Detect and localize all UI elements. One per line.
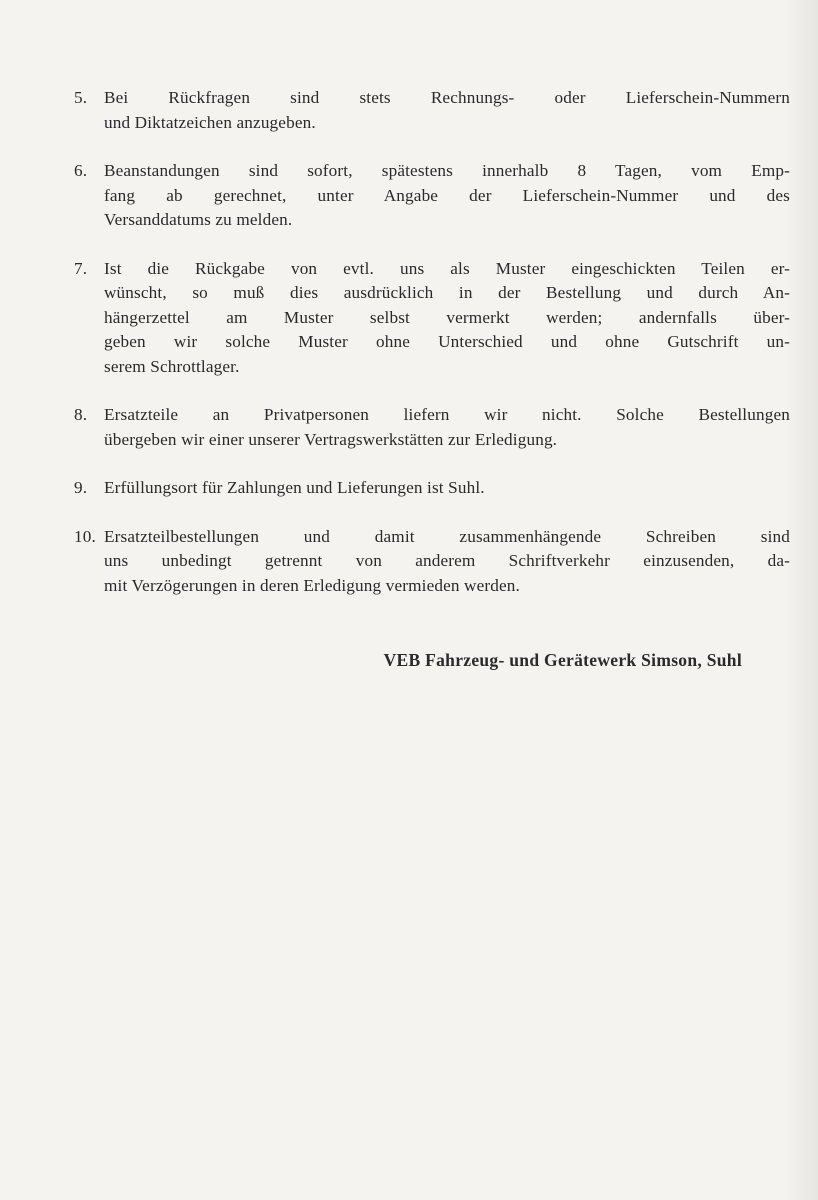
item-number: 5. — [74, 88, 88, 107]
item-text-line: geben wir solche Muster ohne Unterschied und ohne Gutschrift un- — [104, 332, 790, 351]
item-text-line: mit Verzögerungen in deren Erledigung vermieden werden. — [104, 575, 520, 595]
item-text-line: Erfüllungsort für Zahlungen und Lieferungen ist Suhl. — [104, 478, 485, 497]
terms-item-6 — [72, 159, 790, 233]
terms-list — [72, 86, 790, 622]
item-text-line: Ist die Rückgabe von evtl. uns als Muster eingeschickten Teilen er- — [104, 258, 790, 278]
item-number: 9. — [74, 478, 88, 497]
terms-item-7 — [72, 257, 790, 380]
terms-item-5 — [72, 86, 790, 135]
item-text-line: übergeben wir einer unserer Vertragswerkstätten zur Erledigung. — [104, 429, 558, 449]
item-text-line: Beanstandungen sind sofort, spätestens innerhalb 8 Tagen, vom Emp- — [104, 161, 790, 180]
terms-item-8 — [72, 403, 790, 452]
item-text-line: wünscht, so muß dies ausdrücklich in der Bestellung und durch An- — [104, 283, 790, 302]
item-text-line: Ersatzteile an Privatpersonen liefern wir nicht. Solche Bestellungen — [104, 405, 790, 424]
company-signature: VEB Fahrzeug- und Gerätewerk Simson, Suhl — [383, 650, 742, 670]
item-text-line: Ersatzteilbestellungen und damit zusammenhängende Schreiben sind — [104, 526, 790, 546]
item-text-line: Versanddatums zu melden. — [104, 210, 293, 229]
item-text-line: hängerzettel am Muster selbst vermerkt werden; andernfalls über- — [104, 307, 790, 327]
item-text-line: Bei Rückfragen sind stets Rechnungs- oder Lieferschein-Nummern — [104, 88, 790, 107]
item-text-line: fang ab gerechnet, unter Angabe der Lieferschein-Nummer und des — [104, 185, 790, 205]
item-number: 7. — [74, 258, 88, 278]
item-text-line: serem Schrottlager. — [104, 356, 240, 376]
item-number: 6. — [74, 161, 88, 180]
item-number: 8. — [74, 405, 88, 424]
item-text-line: uns unbedingt getrennt von anderem Schriftverkehr einzusenden, da- — [104, 551, 790, 570]
item-text-line: und Diktatzeichen anzugeben. — [104, 112, 316, 132]
terms-item-9 — [72, 476, 790, 501]
terms-item-10 — [72, 525, 790, 599]
item-number: 10. — [74, 526, 96, 546]
